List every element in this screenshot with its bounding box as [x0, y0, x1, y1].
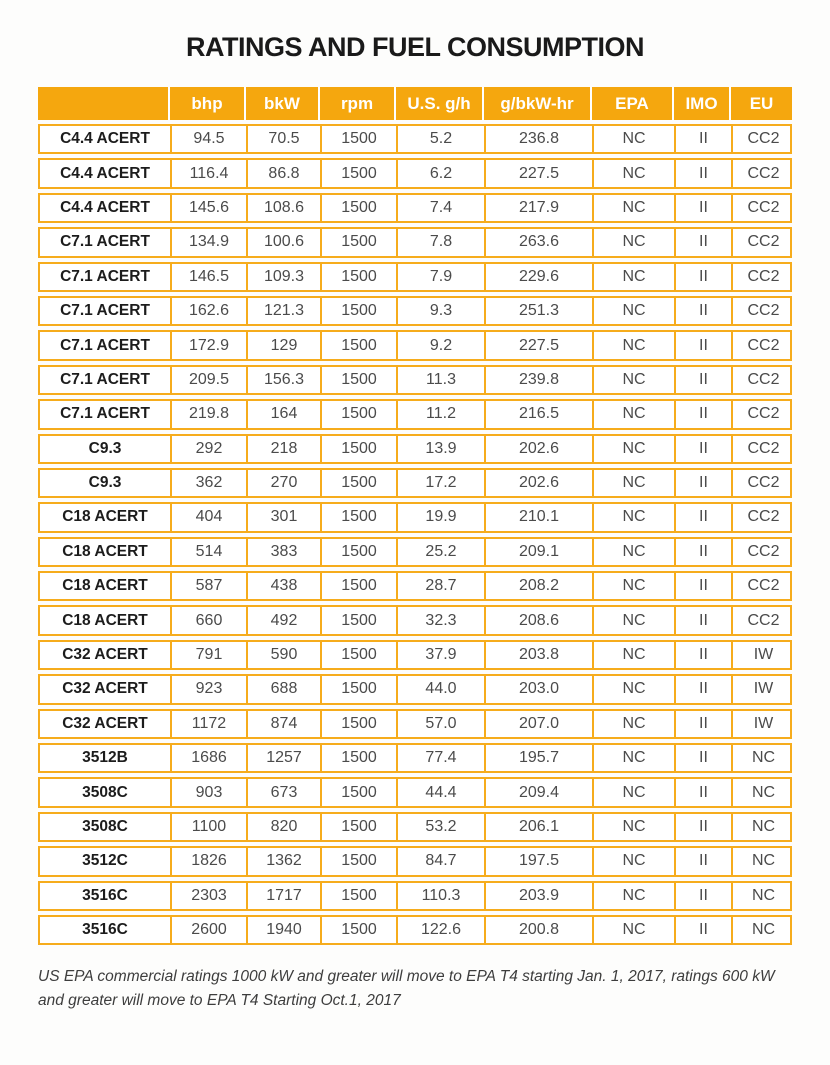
value-cell-rpm: 1500 [320, 848, 396, 874]
engine-model-cell: C7.1 ACERT [60, 267, 150, 285]
value-cell-u-s-g-h: 11.2 [396, 401, 484, 427]
value-cell-bhp: 2303 [170, 883, 246, 909]
value-cell-eu: CC2 [731, 298, 794, 324]
value-cell-bhp: 660 [170, 607, 246, 633]
value-cell-epa: NC [592, 539, 674, 565]
table-row [38, 915, 792, 945]
value-cell-eu: CC2 [731, 332, 794, 358]
value-cell-bhp: 116.4 [170, 160, 246, 186]
value-cell-u-s-g-h: 6.2 [396, 160, 484, 186]
value-cell-eu: IW [731, 676, 794, 702]
value-cell-g-bkw-hr: 263.6 [484, 229, 592, 255]
value-cell-bhp: 172.9 [170, 332, 246, 358]
value-cell-rpm: 1500 [320, 539, 396, 565]
table-row [38, 571, 792, 601]
value-cell-rpm: 1500 [320, 332, 396, 358]
value-cell-g-bkw-hr: 195.7 [484, 745, 592, 771]
value-cell-imo: II [674, 745, 731, 771]
value-cell-imo: II [674, 229, 731, 255]
value-cell-imo: II [674, 264, 731, 290]
value-cell-bhp: 362 [170, 470, 246, 496]
column-header-g-bkw-hr: g/bkW-hr [482, 87, 590, 120]
value-cell-epa: NC [592, 779, 674, 805]
value-cell-imo: II [674, 814, 731, 840]
engine-model-cell: 3512C [82, 852, 128, 870]
value-cell-bhp: 162.6 [170, 298, 246, 324]
value-cell-bhp: 2600 [170, 917, 246, 943]
value-cell-epa: NC [592, 676, 674, 702]
value-cell-rpm: 1500 [320, 676, 396, 702]
value-cell-g-bkw-hr: 229.6 [484, 264, 592, 290]
value-cell-g-bkw-hr: 202.6 [484, 436, 592, 462]
value-cell-g-bkw-hr: 200.8 [484, 917, 592, 943]
value-cell-g-bkw-hr: 210.1 [484, 504, 592, 530]
table-body [38, 124, 792, 945]
value-cell-g-bkw-hr: 203.8 [484, 642, 592, 668]
value-cell-epa: NC [592, 436, 674, 462]
value-cell-g-bkw-hr: 208.6 [484, 607, 592, 633]
value-cell-imo: II [674, 332, 731, 358]
value-cell-rpm: 1500 [320, 711, 396, 737]
value-cell-epa: NC [592, 160, 674, 186]
engine-model-cell: 3512B [82, 749, 128, 767]
value-cell-g-bkw-hr: 203.9 [484, 883, 592, 909]
column-header-bhp: bhp [168, 87, 244, 120]
value-cell-bhp: 923 [170, 676, 246, 702]
value-cell-bkw: 1940 [246, 917, 320, 943]
engine-model-cell: 3508C [82, 818, 128, 835]
column-header-rpm: rpm [318, 87, 394, 120]
value-cell-epa: NC [592, 264, 674, 290]
value-cell-imo: II [674, 367, 731, 393]
table-row [38, 537, 792, 567]
value-cell-bkw: 218 [246, 436, 320, 462]
value-cell-bhp: 791 [170, 642, 246, 668]
value-cell-g-bkw-hr: 227.5 [484, 332, 592, 358]
value-cell-rpm: 1500 [320, 298, 396, 324]
ratings-table [38, 87, 792, 945]
value-cell-rpm: 1500 [320, 367, 396, 393]
value-cell-bhp: 404 [170, 504, 246, 530]
value-cell-epa: NC [592, 504, 674, 530]
value-cell-eu: CC2 [731, 607, 794, 633]
value-cell-rpm: 1500 [320, 814, 396, 840]
value-cell-bhp: 145.6 [170, 195, 246, 221]
value-cell-g-bkw-hr: 216.5 [484, 401, 592, 427]
value-cell-bkw: 70.5 [246, 126, 320, 152]
engine-model-cell: C18 ACERT [62, 508, 148, 526]
table-row [38, 330, 792, 360]
value-cell-rpm: 1500 [320, 126, 396, 152]
value-cell-u-s-g-h: 32.3 [396, 607, 484, 633]
engine-model-cell: C18 ACERT [62, 577, 148, 595]
value-cell-bkw: 673 [246, 779, 320, 805]
engine-model-cell: C18 ACERT [62, 542, 148, 560]
table-row [38, 709, 792, 739]
value-cell-rpm: 1500 [320, 573, 396, 599]
value-cell-epa: NC [592, 401, 674, 427]
value-cell-imo: II [674, 642, 731, 668]
value-cell-bhp: 219.8 [170, 401, 246, 427]
engine-model-cell: C4.4 ACERT [60, 198, 150, 216]
value-cell-rpm: 1500 [320, 779, 396, 805]
value-cell-rpm: 1500 [320, 229, 396, 255]
engine-model-cell: C7.1 ACERT [60, 405, 150, 423]
value-cell-rpm: 1500 [320, 745, 396, 771]
table-row [38, 743, 792, 773]
value-cell-imo: II [674, 126, 731, 152]
value-cell-bhp: 1826 [170, 848, 246, 874]
value-cell-bhp: 1172 [170, 711, 246, 737]
table-header-row [38, 87, 792, 120]
engine-model-cell: C32 ACERT [62, 714, 148, 732]
value-cell-bkw: 1257 [246, 745, 320, 771]
value-cell-u-s-g-h: 7.9 [396, 264, 484, 290]
table-row [38, 640, 792, 670]
page [0, 32, 830, 1065]
table-row [38, 846, 792, 876]
table-row [38, 468, 792, 498]
value-cell-bkw: 1717 [246, 883, 320, 909]
value-cell-imo: II [674, 401, 731, 427]
value-cell-imo: II [674, 436, 731, 462]
engine-model-cell: C9.3 [88, 474, 122, 492]
page-title: RATINGS AND FUEL CONSUMPTION [186, 32, 644, 62]
value-cell-rpm: 1500 [320, 195, 396, 221]
value-cell-eu: NC [731, 779, 794, 805]
value-cell-eu: CC2 [731, 436, 794, 462]
value-cell-imo: II [674, 711, 731, 737]
value-cell-imo: II [674, 607, 731, 633]
value-cell-eu: CC2 [731, 195, 794, 221]
value-cell-u-s-g-h: 122.6 [396, 917, 484, 943]
value-cell-epa: NC [592, 229, 674, 255]
table-row [38, 399, 792, 429]
table-row [38, 605, 792, 635]
value-cell-bhp: 94.5 [170, 126, 246, 152]
column-header-bkw: bkW [244, 87, 318, 120]
value-cell-g-bkw-hr: 203.0 [484, 676, 592, 702]
value-cell-bhp: 903 [170, 779, 246, 805]
value-cell-u-s-g-h: 28.7 [396, 573, 484, 599]
engine-model-cell: 3508C [82, 783, 128, 801]
value-cell-g-bkw-hr: 236.8 [484, 126, 592, 152]
value-cell-bkw: 156.3 [246, 367, 320, 393]
value-cell-rpm: 1500 [320, 401, 396, 427]
value-cell-u-s-g-h: 57.0 [396, 711, 484, 737]
value-cell-rpm: 1500 [320, 436, 396, 462]
value-cell-epa: NC [592, 745, 674, 771]
value-cell-bkw: 874 [246, 711, 320, 737]
value-cell-imo: II [674, 848, 731, 874]
value-cell-eu: CC2 [731, 160, 794, 186]
value-cell-u-s-g-h: 37.9 [396, 642, 484, 668]
value-cell-imo: II [674, 676, 731, 702]
value-cell-eu: NC [731, 745, 794, 771]
value-cell-imo: II [674, 470, 731, 496]
engine-model-cell: C18 ACERT [62, 611, 148, 629]
value-cell-bhp: 292 [170, 436, 246, 462]
value-cell-imo: II [674, 883, 731, 909]
value-cell-bkw: 438 [246, 573, 320, 599]
value-cell-g-bkw-hr: 208.2 [484, 573, 592, 599]
value-cell-g-bkw-hr: 206.1 [484, 814, 592, 840]
value-cell-eu: CC2 [731, 126, 794, 152]
value-cell-imo: II [674, 539, 731, 565]
value-cell-bkw: 1362 [246, 848, 320, 874]
value-cell-g-bkw-hr: 239.8 [484, 367, 592, 393]
value-cell-imo: II [674, 195, 731, 221]
value-cell-u-s-g-h: 77.4 [396, 745, 484, 771]
value-cell-g-bkw-hr: 217.9 [484, 195, 592, 221]
engine-model-cell: C4.4 ACERT [60, 164, 150, 182]
value-cell-bkw: 688 [246, 676, 320, 702]
value-cell-epa: NC [592, 195, 674, 221]
value-cell-imo: II [674, 917, 731, 943]
value-cell-imo: II [674, 298, 731, 324]
value-cell-rpm: 1500 [320, 642, 396, 668]
value-cell-rpm: 1500 [320, 917, 396, 943]
value-cell-u-s-g-h: 44.4 [396, 779, 484, 805]
value-cell-bhp: 1686 [170, 745, 246, 771]
table-row [38, 502, 792, 532]
value-cell-epa: NC [592, 711, 674, 737]
value-cell-g-bkw-hr: 207.0 [484, 711, 592, 737]
engine-model-cell: C4.4 ACERT [60, 130, 150, 148]
value-cell-bkw: 108.6 [246, 195, 320, 221]
value-cell-eu: NC [731, 883, 794, 909]
value-cell-bkw: 164 [246, 401, 320, 427]
value-cell-eu: CC2 [731, 539, 794, 565]
engine-model-cell: C32 ACERT [62, 680, 148, 698]
value-cell-eu: NC [731, 917, 794, 943]
value-cell-epa: NC [592, 883, 674, 909]
value-cell-bhp: 134.9 [170, 229, 246, 255]
footnote: US EPA commercial ratings 1000 kW and greater will move to EPA T4 starting Jan. 1, 2017, ratings 600 kW and greater will move to EPA T4 Starting Oct.1, 2017 [38, 968, 775, 1010]
value-cell-bkw: 86.8 [246, 160, 320, 186]
value-cell-imo: II [674, 504, 731, 530]
value-cell-epa: NC [592, 367, 674, 393]
value-cell-rpm: 1500 [320, 264, 396, 290]
value-cell-eu: CC2 [731, 401, 794, 427]
value-cell-u-s-g-h: 17.2 [396, 470, 484, 496]
value-cell-g-bkw-hr: 209.1 [484, 539, 592, 565]
column-header-u-s-g-h: U.S. g/h [394, 87, 482, 120]
value-cell-u-s-g-h: 13.9 [396, 436, 484, 462]
table-row [38, 227, 792, 257]
engine-model-cell: C7.1 ACERT [60, 233, 150, 251]
value-cell-eu: CC2 [731, 229, 794, 255]
engine-model-cell: C7.1 ACERT [60, 336, 150, 354]
table-row [38, 124, 792, 154]
value-cell-epa: NC [592, 642, 674, 668]
column-header-epa: EPA [590, 87, 672, 120]
value-cell-rpm: 1500 [320, 504, 396, 530]
value-cell-u-s-g-h: 7.8 [396, 229, 484, 255]
value-cell-epa: NC [592, 573, 674, 599]
value-cell-bkw: 301 [246, 504, 320, 530]
engine-model-cell: C32 ACERT [62, 646, 148, 664]
table-row [38, 262, 792, 292]
value-cell-u-s-g-h: 9.3 [396, 298, 484, 324]
value-cell-eu: CC2 [731, 573, 794, 599]
value-cell-eu: NC [731, 814, 794, 840]
value-cell-eu: IW [731, 711, 794, 737]
column-header-eu: EU [729, 87, 792, 120]
value-cell-u-s-g-h: 5.2 [396, 126, 484, 152]
table-row [38, 365, 792, 395]
engine-model-cell: 3516C [82, 921, 128, 939]
value-cell-g-bkw-hr: 227.5 [484, 160, 592, 186]
value-cell-rpm: 1500 [320, 160, 396, 186]
value-cell-epa: NC [592, 607, 674, 633]
value-cell-bhp: 587 [170, 573, 246, 599]
value-cell-eu: CC2 [731, 470, 794, 496]
value-cell-u-s-g-h: 9.2 [396, 332, 484, 358]
engine-model-cell: C7.1 ACERT [60, 370, 150, 388]
value-cell-bkw: 492 [246, 607, 320, 633]
value-cell-epa: NC [592, 917, 674, 943]
value-cell-eu: CC2 [731, 504, 794, 530]
value-cell-u-s-g-h: 11.3 [396, 367, 484, 393]
table-row [38, 881, 792, 911]
value-cell-epa: NC [592, 332, 674, 358]
value-cell-bkw: 383 [246, 539, 320, 565]
value-cell-epa: NC [592, 470, 674, 496]
value-cell-bkw: 270 [246, 470, 320, 496]
value-cell-g-bkw-hr: 209.4 [484, 779, 592, 805]
table-row [38, 193, 792, 223]
value-cell-bkw: 109.3 [246, 264, 320, 290]
value-cell-epa: NC [592, 298, 674, 324]
value-cell-bhp: 209.5 [170, 367, 246, 393]
value-cell-u-s-g-h: 110.3 [396, 883, 484, 909]
value-cell-g-bkw-hr: 202.6 [484, 470, 592, 496]
value-cell-imo: II [674, 573, 731, 599]
value-cell-rpm: 1500 [320, 607, 396, 633]
table-row [38, 812, 792, 842]
value-cell-g-bkw-hr: 251.3 [484, 298, 592, 324]
value-cell-bkw: 129 [246, 332, 320, 358]
value-cell-epa: NC [592, 814, 674, 840]
column-header-imo: IMO [672, 87, 729, 120]
value-cell-bkw: 100.6 [246, 229, 320, 255]
value-cell-bkw: 590 [246, 642, 320, 668]
value-cell-u-s-g-h: 19.9 [396, 504, 484, 530]
value-cell-bhp: 514 [170, 539, 246, 565]
value-cell-eu: NC [731, 848, 794, 874]
value-cell-bhp: 1100 [170, 814, 246, 840]
value-cell-rpm: 1500 [320, 883, 396, 909]
value-cell-eu: CC2 [731, 367, 794, 393]
table-row [38, 296, 792, 326]
value-cell-bkw: 820 [246, 814, 320, 840]
value-cell-eu: CC2 [731, 264, 794, 290]
value-cell-g-bkw-hr: 197.5 [484, 848, 592, 874]
value-cell-rpm: 1500 [320, 470, 396, 496]
value-cell-u-s-g-h: 84.7 [396, 848, 484, 874]
value-cell-bkw: 121.3 [246, 298, 320, 324]
table-row [38, 777, 792, 807]
value-cell-epa: NC [592, 848, 674, 874]
value-cell-imo: II [674, 160, 731, 186]
value-cell-u-s-g-h: 53.2 [396, 814, 484, 840]
column-header-blank [38, 87, 168, 120]
value-cell-imo: II [674, 779, 731, 805]
table-row [38, 674, 792, 704]
value-cell-eu: IW [731, 642, 794, 668]
value-cell-bhp: 146.5 [170, 264, 246, 290]
engine-model-cell: C7.1 ACERT [60, 302, 150, 320]
value-cell-u-s-g-h: 7.4 [396, 195, 484, 221]
value-cell-epa: NC [592, 126, 674, 152]
value-cell-u-s-g-h: 44.0 [396, 676, 484, 702]
engine-model-cell: 3516C [82, 886, 128, 904]
table-row [38, 158, 792, 188]
table-row [38, 434, 792, 464]
engine-model-cell: C9.3 [88, 439, 122, 457]
value-cell-u-s-g-h: 25.2 [396, 539, 484, 565]
